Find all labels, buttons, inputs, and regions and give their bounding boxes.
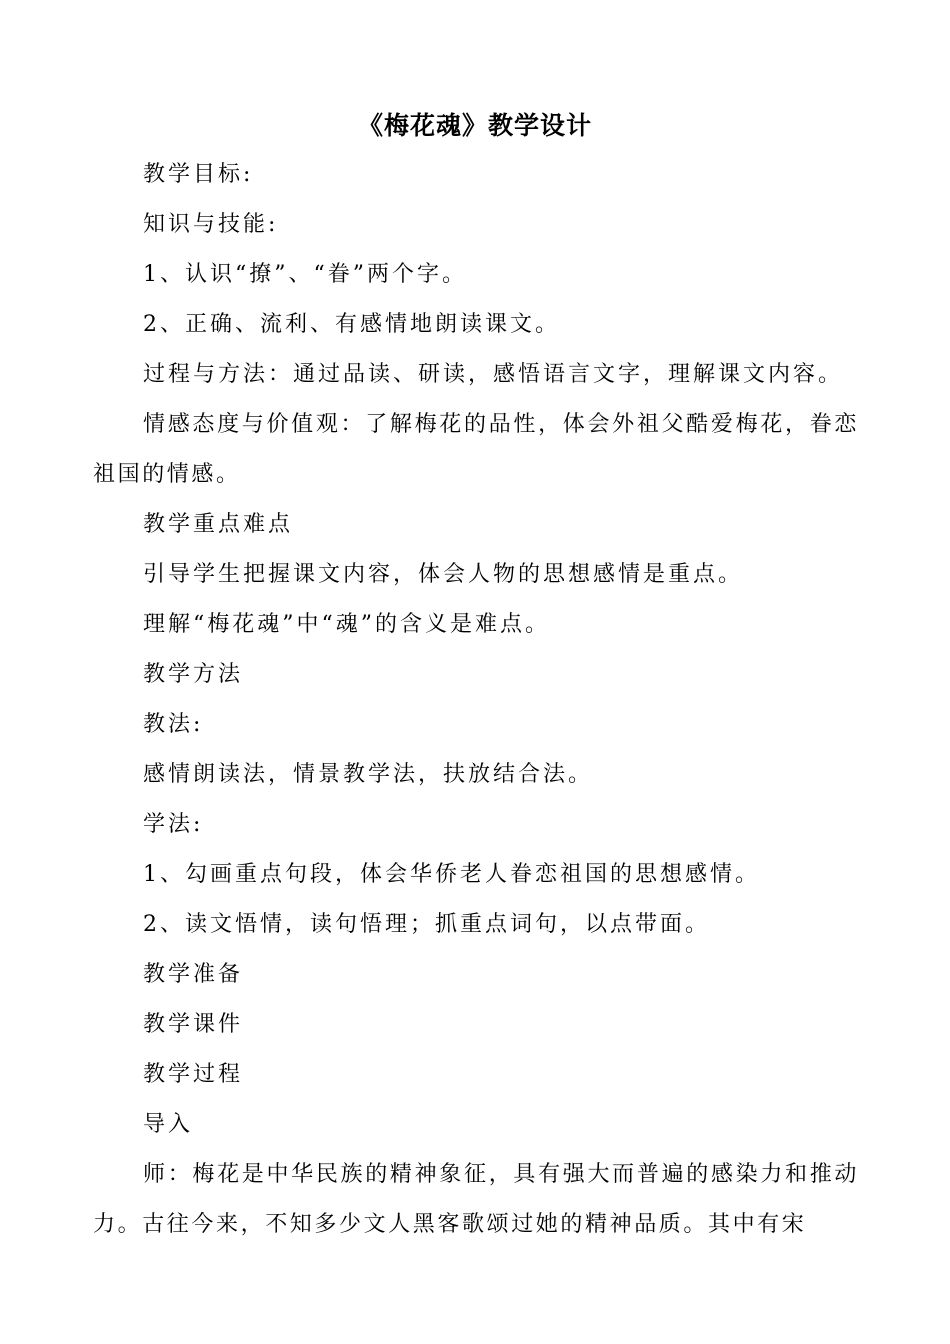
document-body <box>93 150 859 1250</box>
paragraph-difficult-point: 理解“梅花魂”中“魂”的含义是难点。 <box>143 612 550 637</box>
paragraph-process-heading: 教学过程 <box>143 1062 244 1087</box>
paragraph-key-point: 引导学生把握课文内容，体会人物的思想感情是重点。 <box>143 562 744 587</box>
paragraph-emotion-values: 情感态度与价值观：了解梅花的品性，体会外祖父酷爱梅花，眷恋祖国的情感。 <box>93 412 859 487</box>
paragraph-teaching-method-list: 感情朗读法，情景教学法，扶放结合法。 <box>143 762 594 787</box>
document-title: 《梅花魂》教学设计 <box>357 111 592 140</box>
paragraph-preparation-heading: 教学准备 <box>143 962 244 987</box>
paragraph-learning-method-2: 2、读文悟情，读句悟理；抓重点词句，以点带面。 <box>143 912 710 937</box>
paragraph-teaching-method-label: 教法: <box>143 712 204 737</box>
paragraph-process-method: 过程与方法：通过品读、研读，感悟语言文字，理解课文内容。 <box>143 362 844 387</box>
paragraph-learning-method-label: 学法: <box>143 812 204 837</box>
paragraph-teacher-introduction: 师：梅花是中华民族的精神象征，具有强大而普遍的感染力和推动力。古往今来，不知多少文人黑客歌颂过她的精神品质。其中有宋 <box>93 1162 859 1237</box>
paragraph-key-difficult-heading: 教学重点难点 <box>143 512 294 537</box>
paragraph-goal-2: 2、正确、流利、有感情地朗读课文。 <box>143 312 560 337</box>
paragraph-teaching-goals: 教学目标: <box>143 162 254 187</box>
paragraph-learning-method-1: 1、勾画重点句段，体会华侨老人眷恋祖国的思想感情。 <box>143 862 760 887</box>
paragraph-introduction-heading: 导入 <box>143 1112 194 1137</box>
paragraph-courseware: 教学课件 <box>143 1012 244 1037</box>
paragraph-goal-1: 1、认识“撩”、“眷”两个字。 <box>143 262 467 287</box>
paragraph-teaching-methods-heading: 教学方法 <box>143 662 244 687</box>
paragraph-knowledge-skills: 知识与技能: <box>143 212 279 237</box>
